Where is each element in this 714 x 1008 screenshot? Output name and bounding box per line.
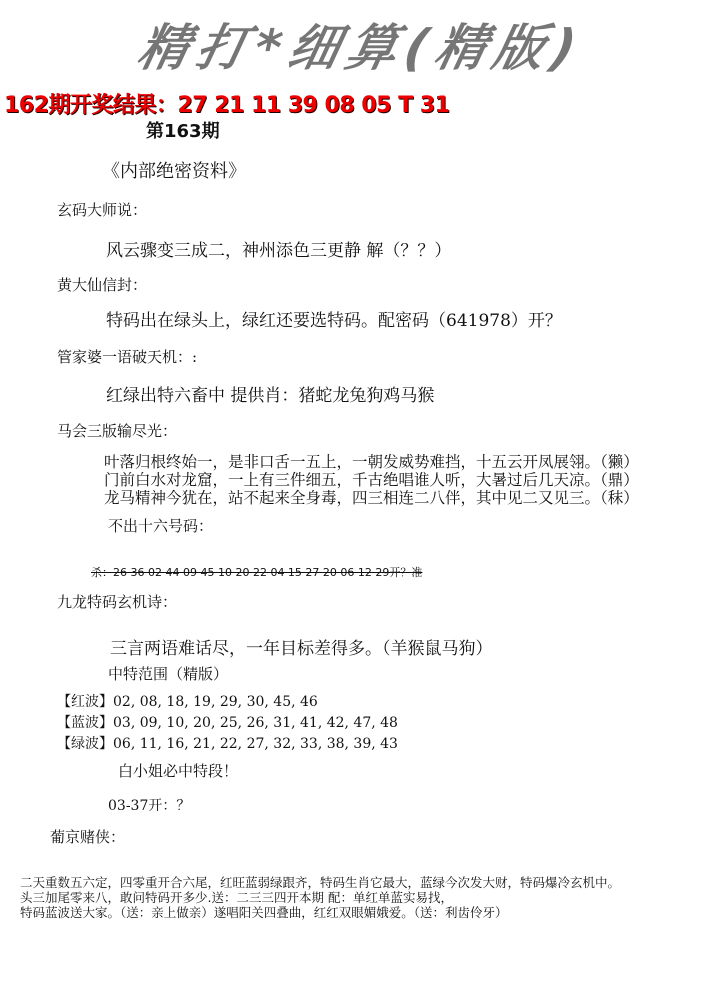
guanjia-label: 管家婆一语破天机：: bbox=[57, 348, 198, 366]
wave-numbers: 03, 09, 10, 20, 25, 26, 31, 41, 42, 47, 48 bbox=[113, 715, 398, 731]
internal-title: 《内部绝密资料》 bbox=[102, 161, 246, 182]
master-text: 风云骤变三成二，神州添色三更静 解（？？） bbox=[106, 241, 452, 261]
master-label: 玄码大师说： bbox=[57, 201, 148, 219]
jiulong-label: 九龙特码玄机诗： bbox=[57, 593, 178, 611]
wave-numbers: 06, 11, 16, 21, 22, 27, 32, 33, 38, 39, 43 bbox=[113, 736, 398, 752]
range-open: 03-37开：？ bbox=[108, 798, 191, 814]
wave-row-red bbox=[57, 691, 318, 711]
wave-label: 【蓝波】 bbox=[57, 715, 113, 731]
bottom-line: 特码蓝波送大家。（送：亲上做亲）遂唱阳关四叠曲，红红双眼媚娥爱。（送：利齿伶牙） bbox=[20, 905, 508, 920]
kill-numbers: 杀：26 36 02 44 09 45 10 20 22 04 15 27 20 06 12 29开？准 bbox=[91, 566, 423, 579]
huang-label: 黄大仙信封： bbox=[57, 276, 148, 294]
issue-number: 第163期 bbox=[146, 121, 220, 142]
guanjia-text: 红绿出特六畜中 提供肖：猪蛇龙兔狗鸡马猴 bbox=[106, 386, 435, 406]
wave-label: 【红波】 bbox=[57, 694, 113, 710]
wave-row-green bbox=[57, 733, 398, 753]
bai-text: 白小姐必中特段！ bbox=[118, 762, 239, 780]
not-sixteen-label: 不出十六号码： bbox=[108, 517, 214, 535]
poem-line: 叶落归根终始一，是非口舌一五上，一朝发威势难挡，十五云开凤展翎。（獭） bbox=[104, 453, 639, 471]
draw-result-line: 162期开奖结果：27 21 11 39 08 05 T 31 bbox=[4, 93, 450, 118]
wave-numbers: 02, 08, 18, 19, 29, 30, 45, 46 bbox=[113, 694, 318, 710]
bottom-line: 头三加尾零来八，敢问特码开多少.送：二三三四开本期 配：单红单蓝实易找， bbox=[20, 890, 453, 905]
bottom-line: 二天重数五六定，四零重开合六尾，红旺蓝弱绿跟齐，特码生肖它最大，蓝绿今次发大财，特码爆冷玄机中。 bbox=[20, 875, 621, 890]
jiulong-text: 三言两语难话尽，一年目标差得多。（羊猴鼠马狗） bbox=[110, 639, 493, 659]
wave-label: 【绿波】 bbox=[57, 736, 113, 752]
huang-text: 特码出在绿头上，绿红还要选特码。配密码（641978）开？ bbox=[106, 311, 562, 331]
poem-line: 龙马精神今犹在，站不起来全身毒，四三相连二八伴，其中见二又见三。（秣） bbox=[104, 489, 639, 507]
handwritten-title: 精打*细算(精版) bbox=[132, 19, 590, 77]
range-title: 中特范围（精版） bbox=[108, 665, 229, 683]
puijing-label: 葡京赌侠： bbox=[50, 828, 126, 846]
wave-row-blue bbox=[57, 712, 398, 732]
poem-line: 门前白水对龙窟，一上有三件细五，千古绝唱谁人听，大暑过后几天凉。（鼎） bbox=[104, 471, 639, 489]
mahui-label: 马会三版输尽光： bbox=[57, 422, 178, 440]
poem-block bbox=[104, 453, 639, 507]
